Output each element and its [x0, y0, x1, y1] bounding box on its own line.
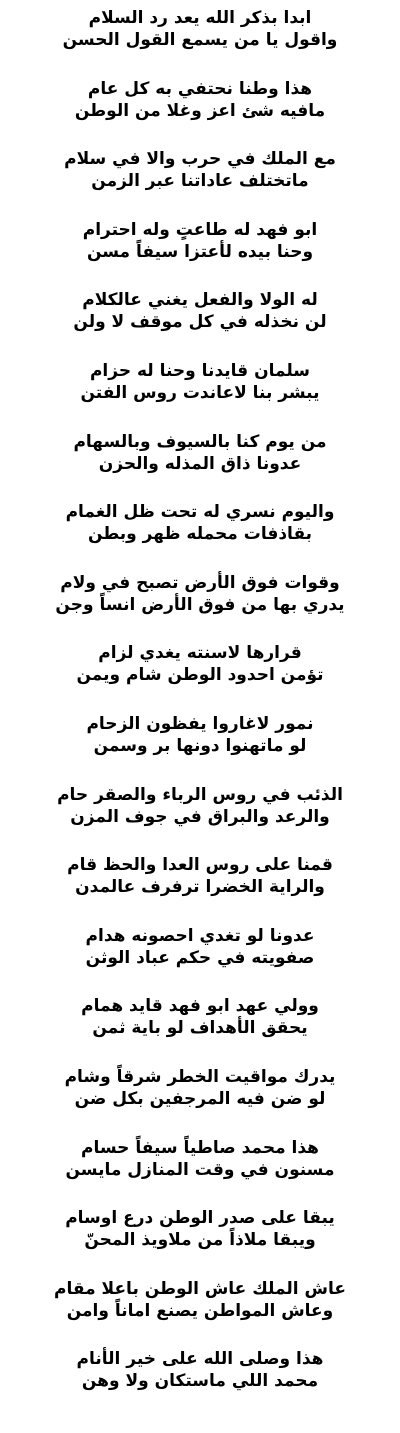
verse-first-hemistich: نمور لاغاروا يفظون الزحام [86, 713, 314, 734]
stanza [0, 641, 400, 712]
verse-first-hemistich: يدرك مواقيت الخطر شرقاً وشام [64, 1066, 336, 1087]
stanza [0, 359, 400, 430]
verse-first-hemistich: هذا محمد صاطياً سيفاً حسام [81, 1137, 319, 1158]
verse-first-hemistich: قرارها لاسنته يغدي لزام [98, 643, 302, 664]
stanza [0, 783, 400, 854]
stanza [0, 500, 400, 571]
stanza [0, 994, 400, 1065]
verse-second-hemistich: لو ماتهنوا دونها بر وسمن [93, 735, 307, 756]
verse-second-hemistich: بقاذفات محمله ظهر وبطن [87, 524, 313, 545]
verse-first-hemistich: قمنا على روس العدا والحظ قام [67, 855, 333, 876]
verse-second-hemistich: صفويته في حكم عباد الوثن [85, 947, 315, 968]
verse-second-hemistich: وحنا بيده لأعتزا سيفاً مسن [86, 241, 314, 262]
stanza [0, 1277, 400, 1348]
stanza [0, 218, 400, 289]
verse-first-hemistich: عدونا لو تغدي احصونه هدام [85, 925, 315, 946]
verse-first-hemistich: مع الملك في حرب والا في سلام [64, 149, 336, 170]
verse-second-hemistich: وعاش المواطن يصنع اماناً وامن [66, 1300, 334, 1321]
verse-second-hemistich: يحقق الأهداف لو باية ثمن [92, 1018, 308, 1039]
stanza [0, 571, 400, 642]
verse-first-hemistich: وقوات فوق الأرض تصبح في ولام [60, 572, 340, 593]
stanza [0, 1136, 400, 1207]
verse-first-hemistich: يبقا على صدر الوطن درع اوسام [65, 1208, 335, 1229]
verse-first-hemistich: واليوم نسري له تحت ظل الغمام [65, 502, 335, 523]
stanza [0, 853, 400, 924]
verse-first-hemistich: ابو فهد له طاعتٍ وله احترام [82, 219, 318, 240]
verse-second-hemistich: والراية الخضرا ترفرف عالمدن [75, 877, 325, 898]
verse-first-hemistich: من يوم كنا بالسيوف وبالسهام [73, 431, 327, 452]
verse-second-hemistich: ماتختلف عاداتنا عبر الزمن [91, 171, 309, 192]
stanza [0, 1065, 400, 1136]
verse-first-hemistich: ابدا بذكر الله يعد رد السلام [88, 8, 312, 28]
verse-second-hemistich: تؤمن احدود الوطن شام ويمن [76, 665, 324, 686]
verse-first-hemistich: له الولا والفعل يغني عالكلام [82, 290, 318, 311]
verse-second-hemistich: يدري بها من فوق الأرض انساً وجن [55, 594, 345, 615]
verse-first-hemistich: هذا وطنا نحتفي به كل عام [87, 78, 313, 99]
stanza [0, 430, 400, 501]
verse-second-hemistich: يبشر بنا لاعاندت روس الفتن [80, 382, 320, 403]
verse-first-hemistich: عاش الملك عاش الوطن باعلا مقام [54, 1278, 346, 1299]
verse-second-hemistich: عدونا ذاق المذله والحزن [98, 453, 302, 474]
verse-first-hemistich: الذئب في روس الرباء والصقر حام [57, 784, 343, 805]
stanza [0, 712, 400, 783]
verse-first-hemistich: هذا وصلى الله على خير الأنام [76, 1349, 324, 1370]
verse-second-hemistich: ويبقا ملاذاً من ملاويذ المحنّ [84, 1230, 316, 1251]
verse-second-hemistich: والرعد والبراق في جوف المزن [70, 806, 330, 827]
stanza [0, 6, 400, 77]
verse-second-hemistich: واقول يا من يسمع القول الحسن [62, 30, 338, 50]
stanza [0, 288, 400, 359]
stanza [0, 1347, 400, 1418]
verse-first-hemistich: وولي عهد ابو فهد قايد همام [81, 996, 319, 1017]
verse-first-hemistich: سلمان قايدنا وحنا له حزام [89, 360, 311, 381]
stanza [0, 77, 400, 148]
stanza [0, 924, 400, 995]
stanza [0, 1206, 400, 1277]
verse-second-hemistich: لو ضن فيه المرجفين بكل ضن [74, 1088, 326, 1109]
verse-second-hemistich: مسنون في وقت المنازل مايسن [65, 1159, 335, 1180]
verse-second-hemistich: مافيه شئ اعز وغلا من الوطن [74, 100, 326, 121]
verse-second-hemistich: محمد اللي ماستكان ولا وهن [81, 1371, 319, 1392]
verse-second-hemistich: لن نخذله في كل موقف لا ولن [73, 312, 327, 333]
poem-text [0, 6, 400, 1418]
stanza [0, 147, 400, 218]
